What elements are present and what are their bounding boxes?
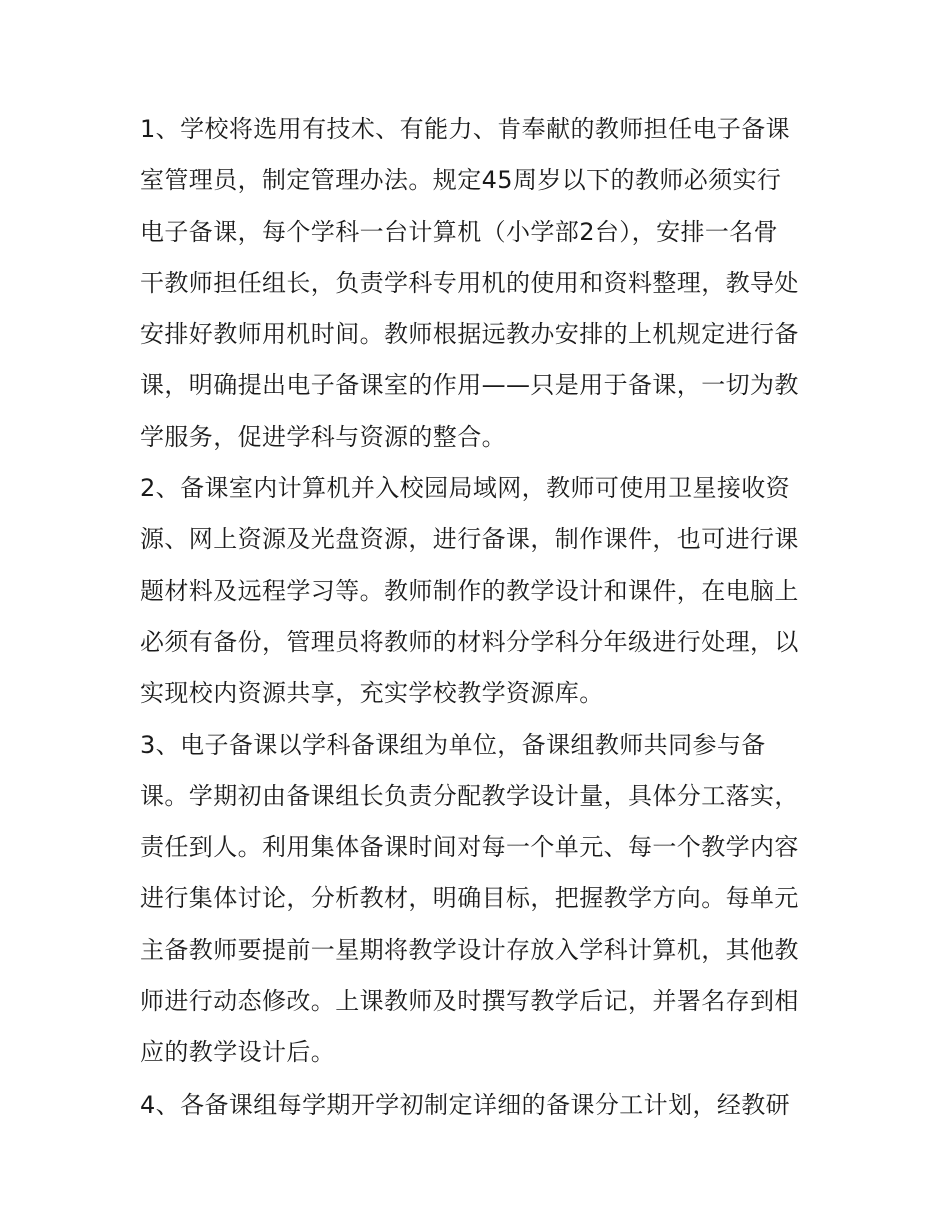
text-line: 责任到人。利用集体备课时间对每一个单元、每一个教学内容 bbox=[140, 833, 799, 862]
text-line: 4、各备课组每学期开学初制定详细的备课分工计划，经教研 bbox=[140, 1091, 791, 1120]
text-line: 必须有备份，管理员将教师的材料分学科分年级进行处理，以 bbox=[140, 627, 799, 656]
text-line: 学服务，促进学科与资源的整合。 bbox=[140, 422, 506, 451]
text-line: 室管理员，制定管理办法。规定45周岁以下的教师必须实行 bbox=[140, 166, 782, 195]
text-line: 2、备课室内计算机并入校园局域网，教师可使用卫星接收资 bbox=[140, 474, 791, 503]
text-line: 主备教师要提前一星期将教学设计存放入学科计算机，其他教 bbox=[140, 935, 799, 964]
text-line: 3、电子备课以学科备课组为单位，备课组教师共同参与备 bbox=[140, 730, 766, 759]
text-line: 干教师担任组长，负责学科专用机的使用和资料整理，教导处 bbox=[140, 268, 799, 297]
text-line: 题材料及远程学习等。教师制作的教学设计和课件，在电脑上 bbox=[140, 576, 799, 605]
text-line: 源、网上资源及光盘资源，进行备课，制作课件，也可进行课 bbox=[140, 525, 799, 554]
text-line: 安排好教师用机时间。教师根据远教办安排的上机规定进行备 bbox=[140, 320, 799, 349]
document-body bbox=[140, 104, 820, 1131]
text-line: 1、学校将选用有技术、有能力、肯奉献的教师担任电子备课 bbox=[140, 115, 791, 143]
text-line: 课，明确提出电子备课室的作用——只是用于备课，一切为教 bbox=[140, 371, 799, 400]
text-line: 进行集体讨论，分析教材，明确目标，把握教学方向。每单元 bbox=[140, 884, 799, 913]
text-line: 实现校内资源共享，充实学校教学资源库。 bbox=[140, 679, 604, 708]
text-line: 电子备课，每个学科一台计算机（小学部2台），安排一名骨 bbox=[140, 217, 779, 246]
text-line: 课。学期初由备课组长负责分配教学设计量，具体分工落实， bbox=[140, 781, 799, 810]
text-line: 应的教学设计后。 bbox=[140, 1038, 336, 1067]
text-line: 师进行动态修改。上课教师及时撰写教学后记，并署名存到相 bbox=[140, 987, 799, 1016]
